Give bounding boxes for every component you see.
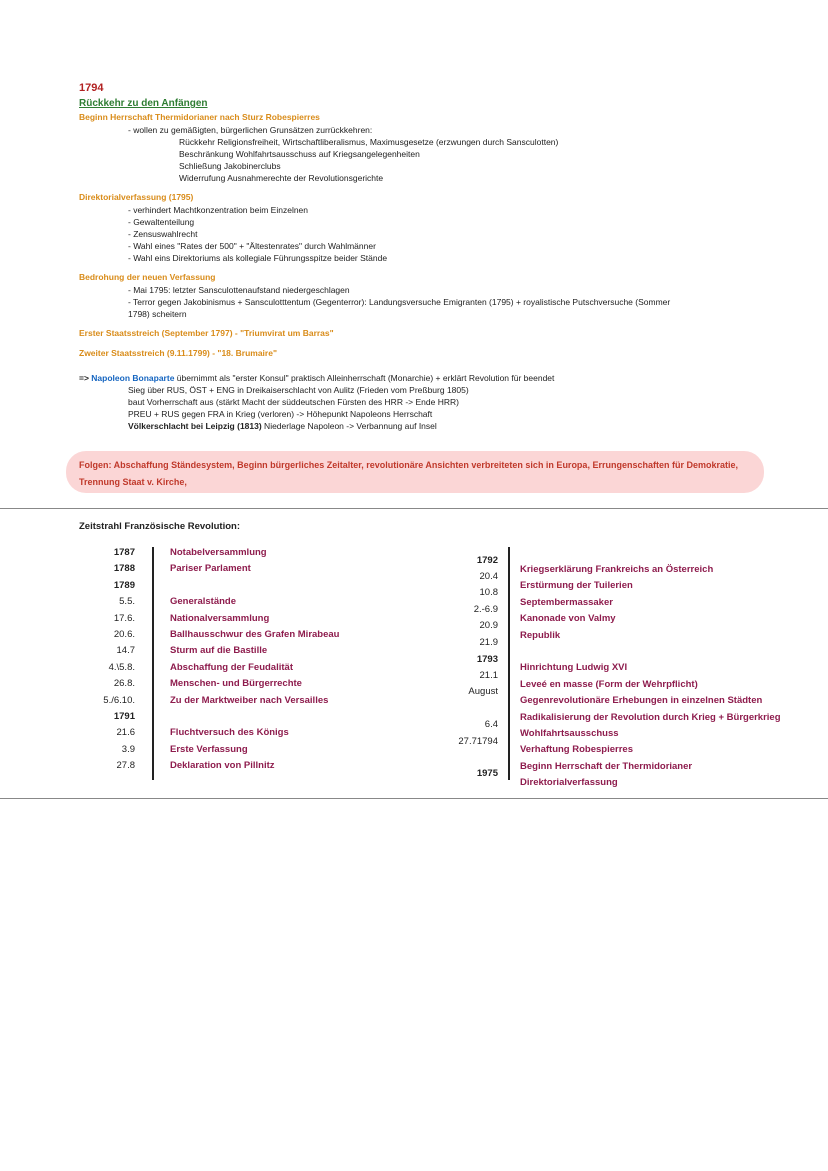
timeline-date: 4.\5.8.	[108, 661, 135, 673]
timeline-event: Kriegserklärung Frankreichs an Österreich	[520, 564, 714, 575]
timeline-event: Septembermassaker	[520, 596, 613, 608]
leipzig-rest: Niederlage Napoleon -> Verbannung auf Insel	[261, 421, 437, 431]
timeline-date: 27.71794	[458, 736, 498, 747]
direktorial-heading: Direktorialverfassung (1795)	[79, 192, 194, 202]
section-title: Rückkehr zu den Anfängen	[79, 98, 208, 109]
direktorial-line: - Zensuswahlrecht	[128, 229, 198, 239]
timeline-date: 10.8	[479, 587, 498, 598]
timeline-event: Fluchtversuch des Königs	[170, 727, 289, 739]
timeline-event: Radikalisierung der Revolution durch Krieg + Bürgerkrieg	[520, 711, 781, 723]
timeline-date: 1788	[113, 563, 135, 575]
direktorial-line: - Gewaltenteilung	[128, 217, 195, 227]
timeline-date: 17.6.	[113, 612, 135, 624]
timeline-date: 20.6.	[113, 629, 135, 640]
timeline-left-axis	[152, 547, 154, 780]
timeline-event: Sturm auf die Bastille	[170, 645, 268, 657]
timeline-date: 6.4	[484, 719, 498, 730]
timeline-date: 3.9	[121, 743, 135, 755]
bedrohung-line: - Terror gegen Jakobinismus + Sansculotttentum (Gegenterror): Landungsversuche Emigranten (1795) + royalistische Putschversuche (Sommer	[128, 297, 671, 307]
timeline-date: 1791	[113, 711, 135, 722]
timeline-event: Nationalversammlung	[170, 612, 270, 624]
divider-top	[0, 508, 828, 509]
timeline-date: 5./6.10.	[103, 694, 135, 706]
bedrohung-heading: Bedrohung der neuen Verfassung	[79, 272, 216, 282]
thermidor-heading: Beginn Herrschaft Thermidorianer nach Sturz Robespierres	[79, 112, 320, 122]
timeline-date: 2.-6.9	[473, 604, 498, 615]
timeline-event: Republik	[520, 629, 561, 641]
thermidor-line: - wollen zu gemäßigten, bürgerlichen Grunsätzen zurrückkehren:	[128, 125, 373, 135]
timeline-event: Zu der Marktweiber nach Versailles	[170, 694, 329, 706]
timeline-event: Ballhausschwur des Grafen Mirabeau	[170, 629, 340, 640]
thermidor-line: Beschränkung Wohlfahrtsausschuss auf Kriegsangelegenheiten	[179, 149, 420, 159]
timeline-event: Generalstände	[170, 596, 236, 608]
direktorial-line: - Wahl eins Direktoriums als kollegiale Führungsspitze beider Stände	[128, 253, 388, 263]
year-heading: 1794	[79, 82, 104, 94]
thermidor-line: Schließung Jakobinerclubs	[179, 161, 281, 171]
timeline-title: Zeitstrahl Französische Revolution:	[79, 521, 240, 532]
timeline-event: Erste Verfassung	[170, 743, 248, 755]
timeline-date: 21.9	[479, 637, 498, 648]
timeline-date: 1789	[113, 579, 135, 591]
timeline-date: 21.1	[479, 670, 498, 681]
timeline-date: 1792	[476, 555, 498, 566]
timeline-date: 14.7	[116, 645, 135, 657]
timeline-event: Abschaffung der Feudalität	[170, 661, 293, 673]
napoleon-line: Sieg über RUS, ÖST + ENG in Dreikaiserschlacht von Aulitz (Frieden vom Preßburg 1805)	[128, 385, 469, 395]
staatsstreich-1: Erster Staatsstreich (September 1797) - "Triumvirat um Barras"	[79, 328, 334, 338]
timeline-date: 27.8	[116, 760, 135, 772]
timeline-event: Gegenrevolutionäre Erhebungen in einzelnen Städten	[520, 695, 763, 707]
napoleon-rest: übernimmt als "erster Konsul" praktisch Alleinherrschaft (Monarchie) + erklärt Revolution für beendet	[174, 373, 555, 383]
timeline-event: Wohlfahrtsausschuss	[520, 728, 619, 739]
timeline-date: 1787	[113, 547, 135, 558]
timeline-event: Verhaftung Robespierres	[520, 744, 633, 756]
leipzig-bold: Völkerschlacht bei Leipzig (1813)	[128, 421, 262, 431]
timeline-date: 20.4	[479, 571, 498, 582]
timeline-date: 1793	[476, 654, 498, 665]
timeline-event: Notabelversammlung	[170, 547, 267, 558]
napoleon-line: PREU + RUS gegen FRA in Krieg (verloren) -> Höhepunkt Napoleons Herrschaft	[128, 409, 433, 419]
timeline-date: 20.9	[479, 620, 498, 631]
timeline-date: 5.5.	[119, 596, 135, 608]
napoleon-name: Napoleon Bonaparte	[91, 373, 175, 383]
timeline-event: Menschen- und Bürgerrechte	[170, 678, 302, 690]
bedrohung-line: - Mai 1795: letzter Sansculottenaufstand niedergeschlagen	[128, 285, 350, 295]
staatsstreich-2: Zweiter Staatsstreich (9.11.1799) - "18. Brumaire"	[79, 348, 277, 358]
timeline-event: Deklaration von Pillnitz	[170, 760, 275, 772]
timeline-date: August	[468, 686, 498, 697]
bedrohung-line: 1798) scheitern	[128, 309, 187, 319]
timeline-date: 1975	[476, 768, 498, 779]
direktorial-line: - Wahl eines "Rates der 500" + "Ältestenrates" durch Wahlmänner	[128, 241, 376, 251]
napoleon-line: baut Vorherrschaft aus (stärkt Macht der süddeutschen Fürsten des HRR -> Ende HRR)	[128, 397, 459, 407]
arrow: =>	[79, 373, 92, 383]
timeline-date: 26.8.	[113, 678, 135, 690]
thermidor-line: Widerrufung Ausnahmerechte der Revolutionsgerichte	[179, 173, 384, 183]
consequences-text: Folgen: Abschaffung Ständesystem, Beginn bürgerliches Zeitalter, revolutionäre Ansichten verbreiteten sich in Europa, Errungenschaften für Demokratie, Trennung Staat v. Kirche,	[79, 460, 738, 487]
timeline-event: Pariser Parlament	[170, 563, 251, 575]
timeline-event: Hinrichtung Ludwig XVI	[520, 662, 628, 674]
timeline-event: Beginn Herrschaft der Thermidorianer	[520, 760, 693, 772]
thermidor-line: Rückkehr Religionsfreiheit, Wirtschaftliberalismus, Maximusgesetze (erzwungen durch Sansculotten)	[179, 137, 559, 147]
timeline-event: Erstürmung der Tuilerien	[520, 580, 633, 592]
timeline-event: Direktorialverfassung	[520, 777, 618, 789]
divider-bottom	[0, 798, 828, 799]
leipzig-line	[128, 420, 437, 432]
direktorial-line: - verhindert Machtkonzentration beim Einzelnen	[128, 205, 309, 215]
timeline-date: 21.6	[116, 727, 135, 739]
timeline-right-axis	[508, 547, 510, 780]
timeline-event: Kanonade von Valmy	[520, 613, 616, 625]
timeline-event: Leveé en masse (Form der Wehrpflicht)	[520, 678, 698, 690]
napoleon-line	[79, 372, 554, 384]
